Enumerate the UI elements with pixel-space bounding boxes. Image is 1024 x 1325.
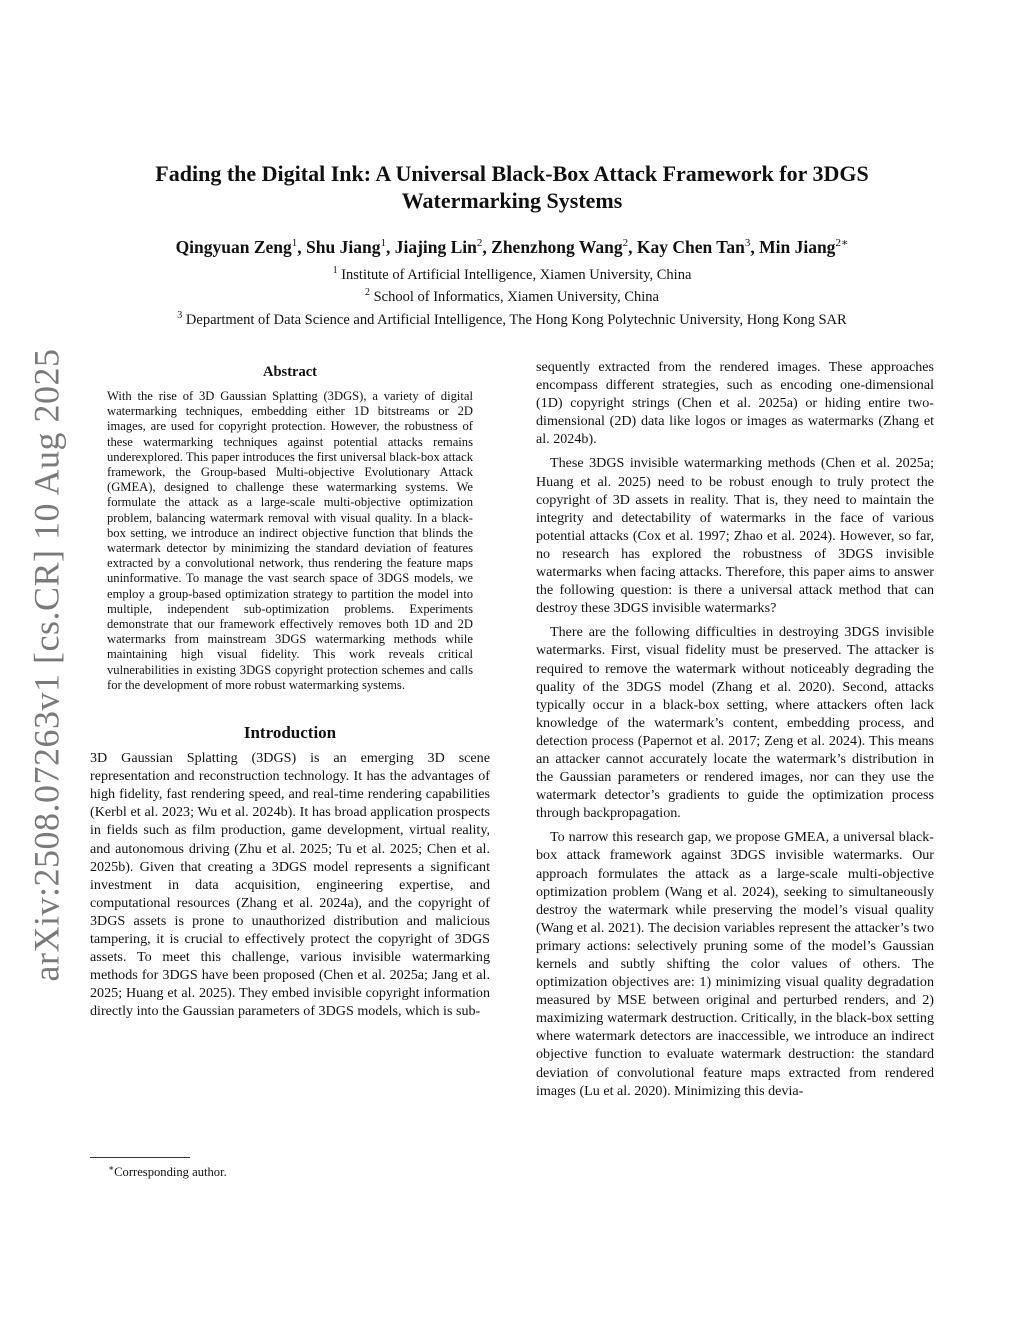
arxiv-id: arXiv:2508.07263v1 [cs.CR] 10 Aug 2025	[26, 348, 66, 982]
right-column	[536, 358, 934, 1100]
introduction-heading: Introduction	[243, 723, 337, 743]
affiliation-list	[80, 262, 944, 329]
author: Kay Chen Tan$^3$,	[636, 236, 760, 257]
author: Min Jiang$^{2∗}$	[759, 236, 849, 257]
arxiv-identifier-sidebar	[18, 348, 74, 982]
footnote-divider	[90, 1157, 190, 1158]
left-column	[90, 364, 490, 1020]
introduction-paragraph: These 3DGS invisible watermarking methods (Chen et al. 2025a; Huang et al. 2025) need to be robust enough to truly protect the copyright of 3D assets in reality. That is, they need to maintain the integrity and detectability of watermarks in the face of various potential attacks (Cox et al. 1997; Zhao et al. 2024). However, so far, no research has explored the robustness of 3DGS invisible watermarks when facing attacks. Therefore, this paper aims to answer the following question: is there a universal attack method that can destroy these 3DGS invisible watermarks?	[536, 455, 934, 617]
affiliation: $^3$ Department of Data Science and Artificial Intelligence, The Hong Kong Polytechnic University, Hong Kong SAR	[177, 309, 847, 328]
abstract-heading: Abstract	[263, 364, 317, 380]
author: Qingyuan Zeng$^1$,	[175, 236, 307, 257]
author: Shu Jiang$^1$,	[306, 236, 395, 257]
affiliation: $^1$ Institute of Artificial Intelligence, Xiamen University, China	[332, 265, 692, 283]
paper-title: Fading the Digital Ink: A Universal Black-Box Attack Framework for 3DGS Watermarking Systems	[155, 161, 869, 213]
author: Zhenzhong Wang$^2$,	[491, 236, 637, 257]
introduction-paragraph: sequently extracted from the rendered images. These approaches encompass different strategies, such as encoding one-dimensional (1D) copyright strings (Chen et al. 2025a) or hiding entire two-dimensional (2D) data like logos or images as watermarks (Zhang et al. 2024b).	[536, 359, 934, 448]
affiliation: $^2$ School of Informatics, Xiamen University, China	[364, 287, 659, 306]
introduction-paragraph: There are the following difficulties in destroying 3DGS invisible watermarks. First, visual fidelity must be preserved. The attacker is required to remove the watermark without noticeably degrading the quality of the 3DGS model (Zhang et al. 2020). Second, attacks typically occur in a black-box setting, where attackers often lack knowledge of the watermark’s content, embedding process, and detection process (Papernot et al. 2017; Zeng et al. 2024). This means an attacker cannot accurately locate the watermark’s distribution in the Gaussian parameters or rendered images, nor can they use the watermark detector’s gradients to guide the optimization process through backpropagation.	[536, 624, 934, 822]
introduction-paragraph: 3D Gaussian Splatting (3DGS) is an emerging 3D scene representation and reconstruction technology. It has the advantages of high fidelity, fast rendering speed, and real-time rendering capabilities (Kerbl et al. 2023; Wu et al. 2024b). It has broad application prospects in fields such as film production, game development, virtual reality, and autonomous driving (Zhu et al. 2025; Tu et al. 2025; Chen et al. 2025b). Given that creating a 3DGS model represents a significant investment in data acquisition, engineering expertise, and computational resources (Zhang et al. 2024a), and the copyright of 3DGS assets is prone to unauthorized distribution and malicious tampering, it is crucial to effectively protect the copyright of 3DGS assets. To meet this challenge, various invisible watermarking methods for 3DGS have been proposed (Chen et al. 2025a; Jang et al. 2025; Huang et al. 2025). They embed invisible copyright information directly into the Gaussian parameters of 3DGS models, which is sub-	[90, 750, 490, 1020]
introduction-paragraph: To narrow this research gap, we propose GMEA, a universal black-box attack framework against 3DGS invisible watermarks. Our approach formulates the attack as a large-scale multi-objective optimization problem (Wang et al. 2024), seeking to simultaneously destroy the watermark while preserving the model’s visual quality (Wang et al. 2021). The decision variables represent the attacker’s two primary actions: selectively pruning some of the model’s Gaussian kernels and subtly shifting the color values of others. The optimization objectives are: 1) minimizing visual quality degradation measured by MSE between original and perturbed renders, and 2) maximizing watermark destruction. Critically, in the black-box setting where watermark detectors are inaccessible, we introduce an indirect objective function to evaluate watermark destruction: the standard deviation of convolutional feature maps extracted from rendered images (Lu et al. 2020). Minimizing this devia-	[536, 829, 934, 1099]
abstract-text: With the rise of 3D Gaussian Splatting (3DGS), a variety of digital watermarking techniques, embedding either 1D bitstreams or 2D images, are used for copyright protection. However, the robustness of these watermarking techniques against potential attacks remains underexplored. This paper introduces the first universal black-box attack framework, the Group-based Multi-objective Evolutionary Attack (GMEA), designed to challenge these watermarking systems. We formulate the attack as a large-scale multi-objective optimization problem, balancing watermark removal with visual quality. In a black-box setting, we introduce an indirect objective function that blinds the watermark detector by minimizing the standard deviation of features extracted by a convolutional network, thus rendering the feature maps uninformative. To manage the vast search space of 3DGS models, we employ a group-based optimization strategy to partition the model into multiple, independent sub-optimization problems. Experiments demonstrate that our framework effectively removes both 1D and 2D watermarks from mainstream 3DGS watermarking methods while maintaining high visual fidelity. This work reveals critical vulnerabilities in existing 3DGS copyright protection schemes and calls for the development of more robust watermarking systems.	[107, 389, 473, 692]
footnote: ∗Corresponding author.	[108, 1163, 227, 1180]
author: Jiajing Lin$^2$,	[394, 236, 492, 257]
author-list	[80, 232, 944, 258]
